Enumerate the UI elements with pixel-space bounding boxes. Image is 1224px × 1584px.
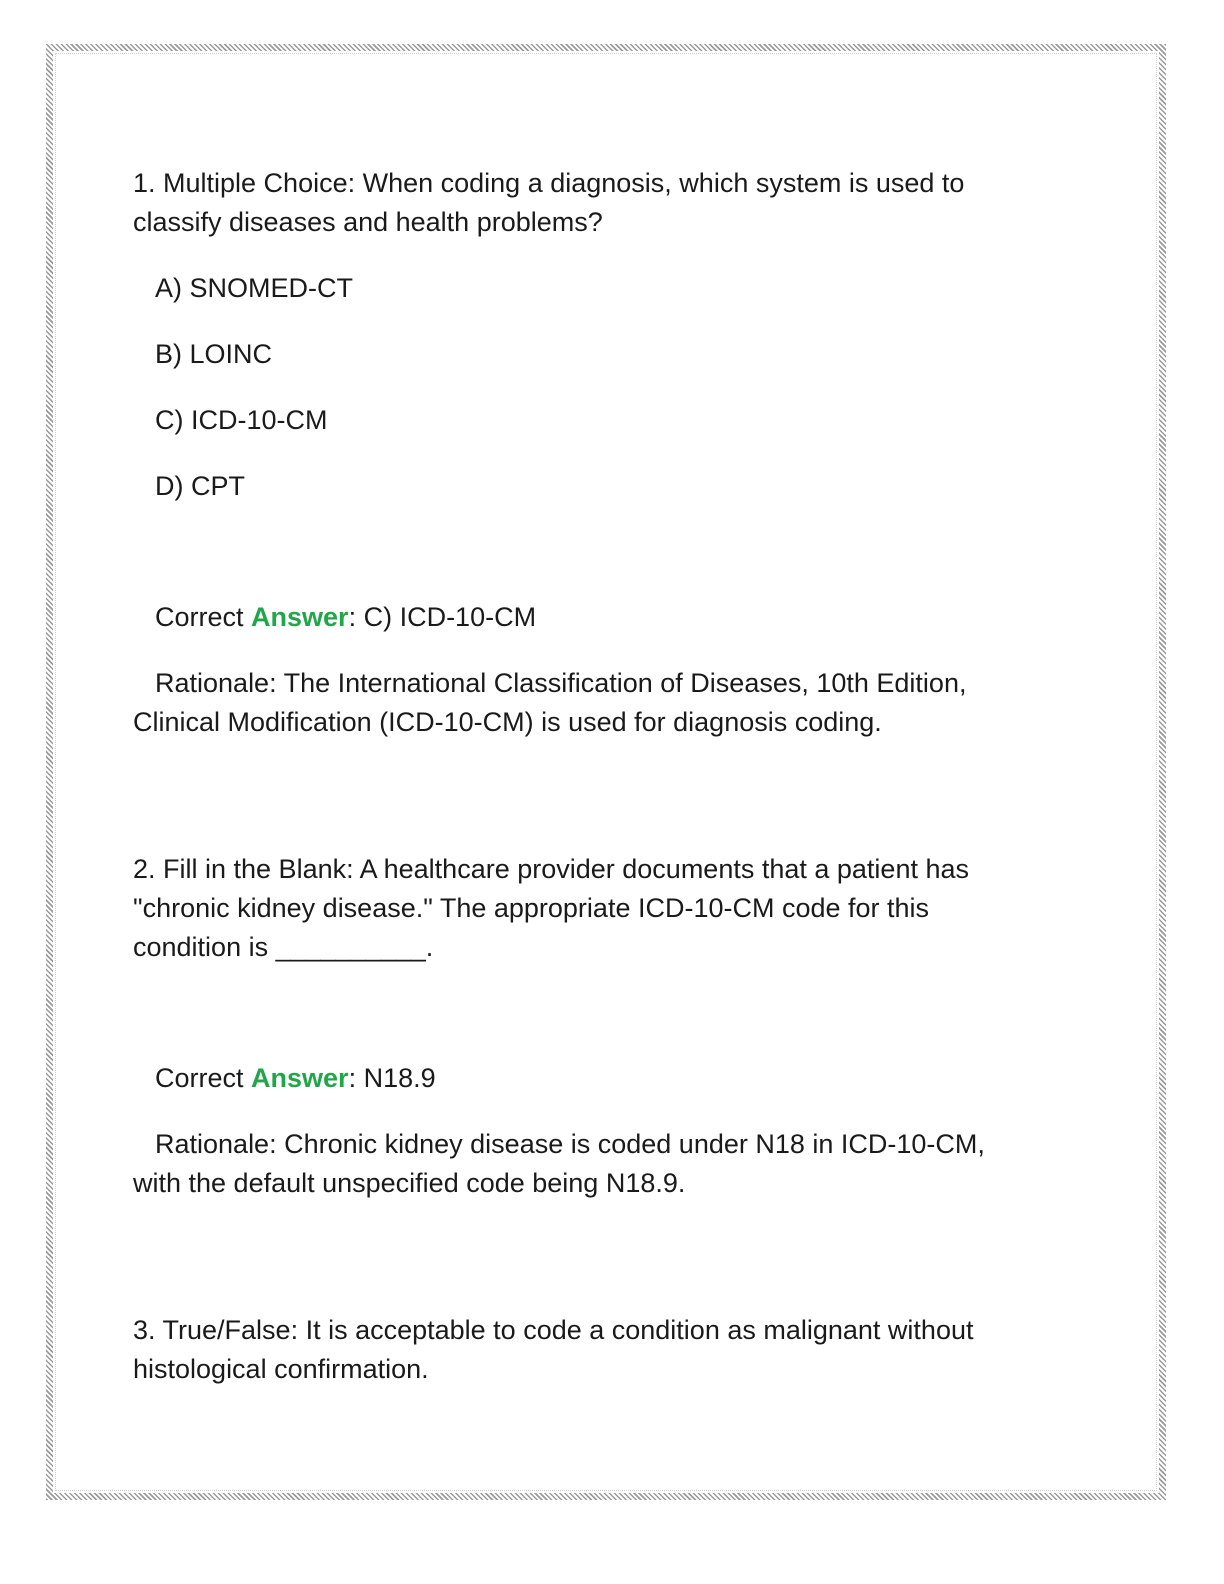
question-1-option-d: D) CPT bbox=[155, 471, 245, 501]
question-2-rationale-line-2: with the default unspecified code being N18.9. bbox=[133, 1168, 686, 1198]
question-3 bbox=[133, 1311, 1063, 1389]
question-2-text-line-3: condition is __________. bbox=[133, 932, 434, 962]
correct-answer-value: : C) ICD-10-CM bbox=[348, 602, 537, 632]
question-2-text-line-1: 2. Fill in the Blank: A healthcare provider documents that a patient has bbox=[133, 854, 969, 884]
question-1-rationale-line-2: Clinical Modification (ICD-10-CM) is used for diagnosis coding. bbox=[133, 707, 882, 737]
document-body bbox=[133, 164, 1063, 1389]
question-1 bbox=[133, 164, 1063, 506]
question-3-text-line-2: histological confirmation. bbox=[133, 1354, 429, 1384]
question-2 bbox=[133, 850, 1063, 967]
answer-keyword: Answer bbox=[251, 602, 349, 632]
correct-answer-value: : N18.9 bbox=[348, 1063, 436, 1093]
correct-answer-prefix: Correct bbox=[155, 1063, 252, 1093]
question-2-rationale bbox=[133, 1125, 1063, 1203]
correct-answer-prefix: Correct bbox=[155, 602, 252, 632]
answer-keyword: Answer bbox=[251, 1063, 349, 1093]
question-1-text-line-1: 1. Multiple Choice: When coding a diagnosis, which system is used to bbox=[133, 168, 965, 198]
question-2-text-line-2: "chronic kidney disease." The appropriate ICD-10-CM code for this bbox=[133, 893, 930, 923]
question-1-option-c: C) ICD-10-CM bbox=[155, 405, 328, 435]
question-1-option-a: A) SNOMED-CT bbox=[155, 273, 353, 303]
question-2-correct-answer bbox=[133, 1059, 1063, 1098]
question-2-rationale-line-1: Rationale: Chronic kidney disease is coded under N18 in ICD-10-CM, bbox=[155, 1129, 985, 1159]
question-1-rationale bbox=[133, 664, 1063, 742]
question-1-option-b: B) LOINC bbox=[155, 339, 273, 369]
question-3-text-line-1: 3. True/False: It is acceptable to code a condition as malignant without bbox=[133, 1315, 974, 1345]
question-1-rationale-line-1: Rationale: The International Classification of Diseases, 10th Edition, bbox=[155, 668, 967, 698]
question-1-correct-answer bbox=[133, 598, 1063, 637]
question-1-text-line-2: classify diseases and health problems? bbox=[133, 207, 603, 237]
